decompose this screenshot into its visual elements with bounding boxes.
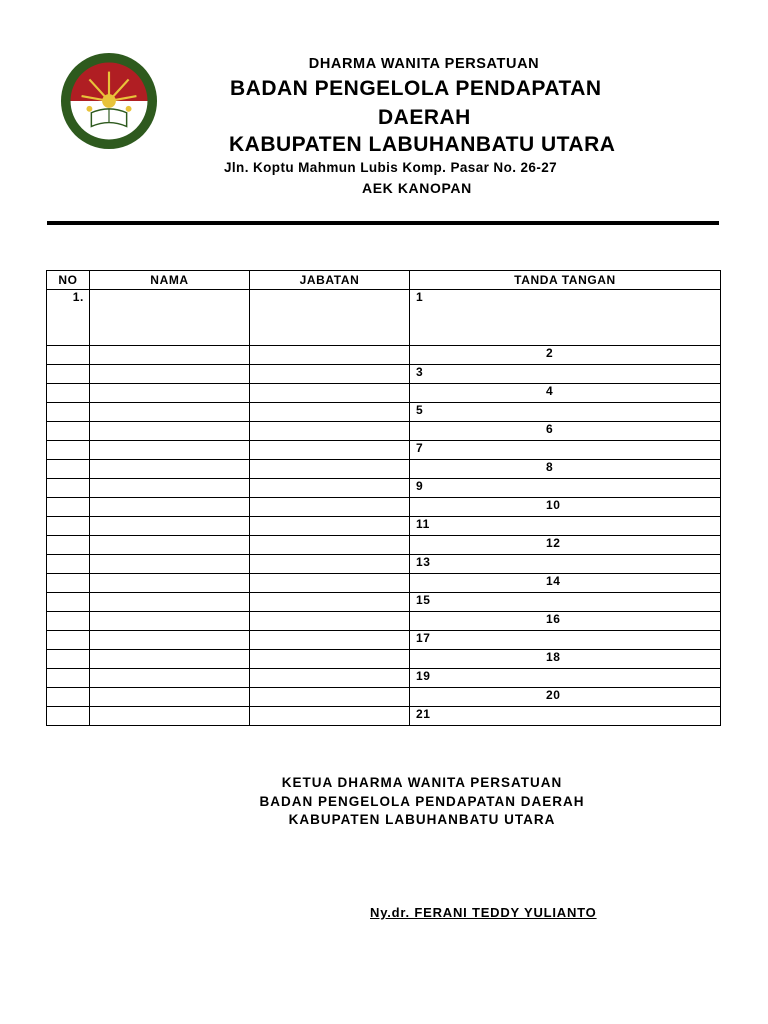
- jabatan-cell[interactable]: [250, 688, 410, 707]
- jabatan-cell[interactable]: [250, 422, 410, 441]
- table-row: [47, 650, 721, 669]
- jabatan-cell[interactable]: [250, 479, 410, 498]
- row-number: [47, 517, 90, 536]
- row-number: [47, 384, 90, 403]
- jabatan-cell[interactable]: [250, 498, 410, 517]
- table-row: [47, 688, 721, 707]
- nama-cell[interactable]: [90, 517, 250, 536]
- signer-name: Ny.dr. FERANI TEDDY YULIANTO: [370, 905, 597, 920]
- nama-cell[interactable]: [90, 422, 250, 441]
- table-row: [47, 593, 721, 612]
- signature-cell[interactable]: 17: [410, 631, 721, 650]
- signature-cell[interactable]: 5: [410, 403, 721, 422]
- table-row: [47, 574, 721, 593]
- nama-cell[interactable]: [90, 365, 250, 384]
- table-row: [47, 536, 721, 555]
- header-no: NO: [47, 271, 90, 290]
- city: AEK KANOPAN: [362, 180, 472, 196]
- jabatan-cell[interactable]: [250, 346, 410, 365]
- row-number: [47, 612, 90, 631]
- row-number: [47, 365, 90, 384]
- signature-cell[interactable]: 1: [410, 290, 721, 346]
- signature-cell[interactable]: 4: [410, 384, 721, 403]
- nama-cell[interactable]: [90, 498, 250, 517]
- table-row: [47, 479, 721, 498]
- signature-cell[interactable]: 6: [410, 422, 721, 441]
- table-header-row: [47, 271, 721, 290]
- signature-cell[interactable]: 15: [410, 593, 721, 612]
- table-row: [47, 441, 721, 460]
- jabatan-cell[interactable]: [250, 536, 410, 555]
- signature-cell[interactable]: 13: [410, 555, 721, 574]
- row-number: [47, 555, 90, 574]
- signature-cell[interactable]: 9: [410, 479, 721, 498]
- row-number: [47, 536, 90, 555]
- nama-cell[interactable]: [90, 574, 250, 593]
- nama-cell[interactable]: [90, 707, 250, 726]
- table-row: [47, 422, 721, 441]
- signature-cell[interactable]: 21: [410, 707, 721, 726]
- signature-cell[interactable]: 12: [410, 536, 721, 555]
- nama-cell[interactable]: [90, 441, 250, 460]
- row-number: [47, 631, 90, 650]
- signature-cell[interactable]: 16: [410, 612, 721, 631]
- signature-cell[interactable]: 10: [410, 498, 721, 517]
- attendance-table: [46, 270, 721, 726]
- nama-cell[interactable]: [90, 536, 250, 555]
- table-row: [47, 707, 721, 726]
- header-nama: NAMA: [90, 271, 250, 290]
- signer-title-line-1: KETUA DHARMA WANITA PERSATUAN: [281, 775, 563, 790]
- table-row: [47, 346, 721, 365]
- signer-title-line-3: KABUPATEN LABUHANBATU UTARA: [288, 812, 556, 827]
- signature-cell[interactable]: 2: [410, 346, 721, 365]
- row-number: [47, 460, 90, 479]
- row-number: [47, 688, 90, 707]
- table-row: [47, 669, 721, 688]
- jabatan-cell[interactable]: [250, 593, 410, 612]
- jabatan-cell[interactable]: [250, 650, 410, 669]
- signature-cell[interactable]: 3: [410, 365, 721, 384]
- row-number: 1.: [47, 290, 90, 346]
- nama-cell[interactable]: [90, 384, 250, 403]
- jabatan-cell[interactable]: [250, 517, 410, 536]
- signer-title-line-2: BADAN PENGELOLA PENDAPATAN DAERAH: [259, 793, 585, 809]
- table-row: [47, 631, 721, 650]
- jabatan-cell[interactable]: [250, 631, 410, 650]
- agency-title-line-2: DAERAH: [378, 106, 471, 129]
- row-number: [47, 346, 90, 365]
- agency-title-line-1: BADAN PENGELOLA PENDAPATAN: [230, 77, 602, 100]
- header-divider: [47, 221, 719, 225]
- jabatan-cell[interactable]: [250, 669, 410, 688]
- signature-cell[interactable]: 14: [410, 574, 721, 593]
- jabatan-cell[interactable]: [250, 612, 410, 631]
- jabatan-cell[interactable]: [250, 290, 410, 346]
- nama-cell[interactable]: [90, 479, 250, 498]
- row-number: [47, 479, 90, 498]
- nama-cell[interactable]: [90, 593, 250, 612]
- signature-block: [0, 774, 768, 830]
- organization-name: DHARMA WANITA PERSATUAN: [308, 56, 540, 72]
- jabatan-cell[interactable]: [250, 574, 410, 593]
- signature-cell[interactable]: 20: [410, 688, 721, 707]
- header-jabatan: JABATAN: [250, 271, 410, 290]
- row-number: [47, 441, 90, 460]
- table-row: [47, 365, 721, 384]
- signature-cell[interactable]: 7: [410, 441, 721, 460]
- signature-cell[interactable]: 18: [410, 650, 721, 669]
- row-number: [47, 422, 90, 441]
- nama-cell[interactable]: [90, 460, 250, 479]
- row-number: [47, 574, 90, 593]
- jabatan-cell[interactable]: [250, 384, 410, 403]
- row-number: [47, 593, 90, 612]
- agency-title-line-3: KABUPATEN LABUHANBATU UTARA: [229, 133, 616, 156]
- jabatan-cell[interactable]: [250, 365, 410, 384]
- table-row: [47, 517, 721, 536]
- nama-cell[interactable]: [90, 631, 250, 650]
- signature-cell[interactable]: 19: [410, 669, 721, 688]
- table-row: [47, 403, 721, 422]
- nama-cell[interactable]: [90, 290, 250, 346]
- nama-cell[interactable]: [90, 612, 250, 631]
- address: Jln. Koptu Mahmun Lubis Komp. Pasar No. 26-27: [224, 160, 558, 175]
- nama-cell[interactable]: [90, 669, 250, 688]
- header-tanda-tangan: TANDA TANGAN: [410, 271, 721, 290]
- signature-cell[interactable]: 8: [410, 460, 721, 479]
- row-number: [47, 403, 90, 422]
- nama-cell[interactable]: [90, 403, 250, 422]
- nama-cell[interactable]: [90, 688, 250, 707]
- row-number: [47, 669, 90, 688]
- signature-cell[interactable]: 11: [410, 517, 721, 536]
- table-row: [47, 498, 721, 517]
- nama-cell[interactable]: [90, 346, 250, 365]
- jabatan-cell[interactable]: [250, 460, 410, 479]
- row-number: [47, 650, 90, 669]
- table-row: [47, 612, 721, 631]
- nama-cell[interactable]: [90, 650, 250, 669]
- row-number: [47, 707, 90, 726]
- row-number: [47, 498, 90, 517]
- jabatan-cell[interactable]: [250, 555, 410, 574]
- table-row: [47, 460, 721, 479]
- table-row: [47, 290, 721, 346]
- table-row: [47, 555, 721, 574]
- jabatan-cell[interactable]: [250, 403, 410, 422]
- nama-cell[interactable]: [90, 555, 250, 574]
- jabatan-cell[interactable]: [250, 441, 410, 460]
- jabatan-cell[interactable]: [250, 707, 410, 726]
- table-row: [47, 384, 721, 403]
